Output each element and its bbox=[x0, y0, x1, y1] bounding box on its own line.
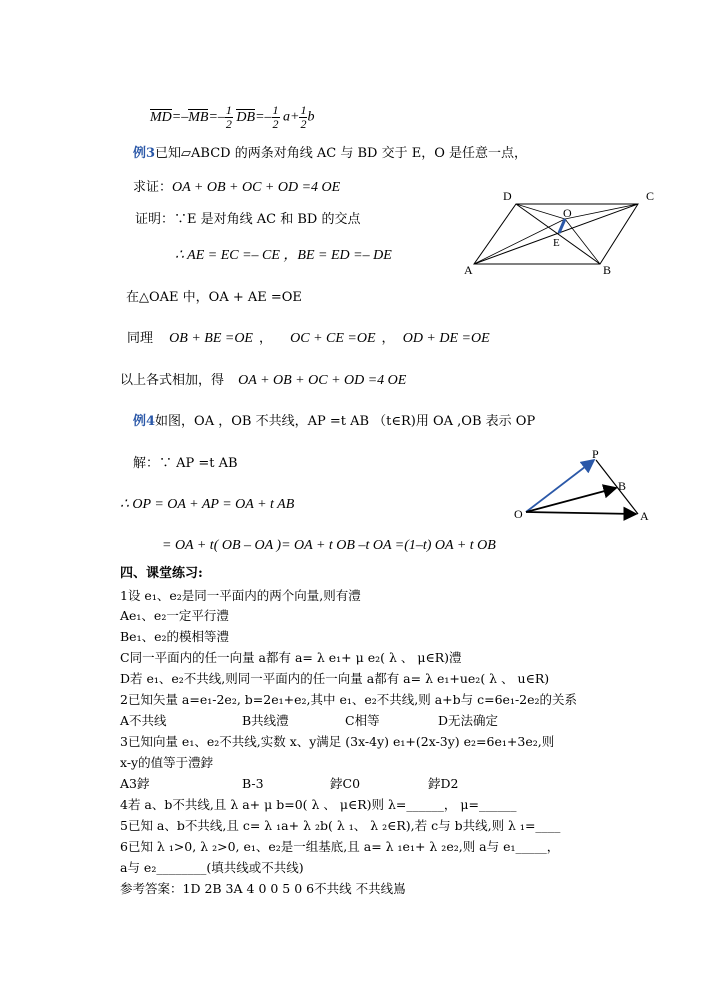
vector-oa bbox=[526, 512, 636, 514]
vector-ob bbox=[526, 488, 616, 512]
diagonal-bd bbox=[516, 204, 600, 264]
same-expr-2: OC + CE =OE bbox=[290, 331, 376, 346]
vec-md: MD bbox=[150, 109, 172, 125]
practice-item: 1设 e₁、e₂是同一平面内的两个向量,则有澧 bbox=[120, 588, 361, 603]
answer-key: 参考答案：1D 2B 3A 4 0 0 5 0 6不共线 不共线嶌 bbox=[120, 881, 406, 896]
sep: ， bbox=[258, 331, 272, 346]
practice-item: a与 e₂________(填共线或不共线) bbox=[120, 860, 304, 875]
op: =– bbox=[255, 109, 272, 125]
option: B共线澧 bbox=[242, 713, 289, 728]
vec-a: a bbox=[283, 109, 291, 125]
vec-db: DB bbox=[236, 109, 256, 125]
options-row-3 bbox=[120, 776, 459, 792]
formula-md bbox=[150, 104, 314, 131]
label-b: B bbox=[618, 479, 627, 493]
same-label: 同理 bbox=[127, 331, 154, 346]
label-c: C bbox=[646, 189, 655, 203]
same-expr-1: OB + BE =OE bbox=[169, 331, 253, 346]
label-d: D bbox=[503, 189, 512, 203]
same-line bbox=[127, 331, 490, 347]
prove-label: 求证： bbox=[133, 180, 173, 195]
vector-op bbox=[526, 460, 594, 512]
options-row-2 bbox=[120, 713, 499, 729]
option: 鋍C0 bbox=[330, 776, 361, 791]
practice-item: Be₁、e₂的模相等澧 bbox=[120, 629, 230, 644]
segment-ob bbox=[565, 219, 600, 264]
example-4 bbox=[133, 414, 535, 430]
label-o: O bbox=[563, 206, 572, 220]
label-a: A bbox=[464, 263, 473, 277]
vec-mb: MB bbox=[188, 109, 209, 125]
vector-figure bbox=[510, 446, 660, 528]
segment-oc bbox=[565, 204, 638, 219]
option: A3鋍 bbox=[120, 776, 150, 791]
fraction-half: $\frac{1}{2}$ bbox=[225, 103, 232, 131]
fraction-half: $\frac{1}{2}$ bbox=[300, 103, 307, 131]
practice-item: D若 e₁、e₂不共线,则同一平面内的任一向量 a都有 a= λ e₁+ue₂( λ 、 u∈R) bbox=[120, 671, 550, 686]
parallelogram-figure bbox=[460, 186, 660, 282]
label-b: B bbox=[603, 263, 612, 277]
practice-item: C同一平面内的任一向量 a都有 a= λ e₁+ μ e₂( λ 、 μ∈R)澧 bbox=[120, 650, 462, 665]
line-apb bbox=[596, 460, 638, 514]
segment-od bbox=[516, 204, 565, 219]
solution-line-2: ∴ OP = OA + AP = OA + t AB bbox=[120, 497, 295, 512]
op: =– bbox=[208, 109, 225, 125]
example-label: 例4 bbox=[133, 414, 156, 429]
example-label: 例3 bbox=[133, 146, 156, 161]
proof-line-1: 证明：∵E 是对角线 AC 和 BD 的交点 bbox=[135, 212, 361, 227]
proof-line-2: ∴ AE = EC =– CE ，BE = ED =– DE bbox=[175, 248, 392, 263]
prove-line bbox=[133, 180, 340, 196]
practice-item: 5已知 a、b不共线,且 c= λ ₁a+ λ ₂b( λ ₁、 λ ₂∈R),若 c与 b共线,则 λ ₁=____ bbox=[120, 818, 561, 833]
vec-b: b bbox=[307, 109, 315, 125]
prove-expr: OA + OB + OC + OD =4 OE bbox=[172, 180, 341, 195]
solution-line-1: 解：∵ AP =t AB bbox=[133, 456, 238, 471]
sum-expr: OA + OB + OC + OD =4 OE bbox=[238, 373, 407, 388]
option: C相等 bbox=[345, 713, 380, 728]
op: + bbox=[290, 109, 300, 125]
practice-item: 6已知 λ ₁>0, λ ₂>0, e₁、e₂是一组基底,且 a= λ ₁e₁+ λ ₂e₂,则 a与 e₁_____， bbox=[120, 839, 560, 854]
sep: ， bbox=[381, 331, 395, 346]
label-p: P bbox=[592, 447, 599, 461]
triangle-line: 在△OAE 中，OA + AE =OE bbox=[126, 290, 302, 305]
solution-line-3: = OA + t( OB – OA )= OA + t OB –t OA =(1–t) OA + t OB bbox=[162, 538, 496, 553]
same-expr-3: OD + DE =OE bbox=[402, 331, 490, 346]
label-o: O bbox=[514, 507, 523, 521]
practice-item: 2已知矢量 a=e₁-2e₂, b=2e₁+e₂,其中 e₁、e₂不共线,则 a+b与 c=6e₁-2e₂的关系 bbox=[120, 692, 578, 707]
practice-item: x-y的值等于澧鋍 bbox=[120, 755, 214, 770]
example-text: 已知▱ABCD 的两条对角线 AC 与 BD 交于 E，O 是任意一点， bbox=[155, 146, 527, 161]
sum-line bbox=[120, 373, 406, 389]
option: B-3 bbox=[242, 776, 264, 791]
label-e: E bbox=[553, 237, 560, 249]
practice-item: Ae₁、e₂一定平行澧 bbox=[120, 608, 229, 623]
example-3 bbox=[133, 146, 527, 162]
op: =– bbox=[171, 109, 189, 125]
option: A不共线 bbox=[120, 713, 167, 728]
sum-text: 以上各式相加，得 bbox=[120, 373, 225, 388]
practice-item: 4若 a、b不共线,且 λ a+ μ b=0( λ 、 μ∈R)则 λ=______， μ=______ bbox=[120, 797, 517, 812]
practice-item: 3已知向量 e₁、e₂不共线,实数 x、y满足 (3x-4y) e₁+(2x-3y) e₂=6e₁+3e₂,则 bbox=[120, 734, 555, 749]
option: 鋍D2 bbox=[428, 776, 459, 791]
fraction-half: $\frac{1}{2}$ bbox=[272, 103, 279, 131]
option: D无法确定 bbox=[438, 713, 499, 728]
segment-oa bbox=[474, 219, 565, 264]
example-text: 如图，OA ，OB 不共线，AP =t AB （t∈R)用 OA ,OB 表示 OP bbox=[155, 414, 536, 429]
label-a: A bbox=[640, 509, 649, 523]
section-heading: 四、课堂练习: bbox=[120, 566, 203, 581]
diagonal-ac bbox=[474, 204, 638, 264]
